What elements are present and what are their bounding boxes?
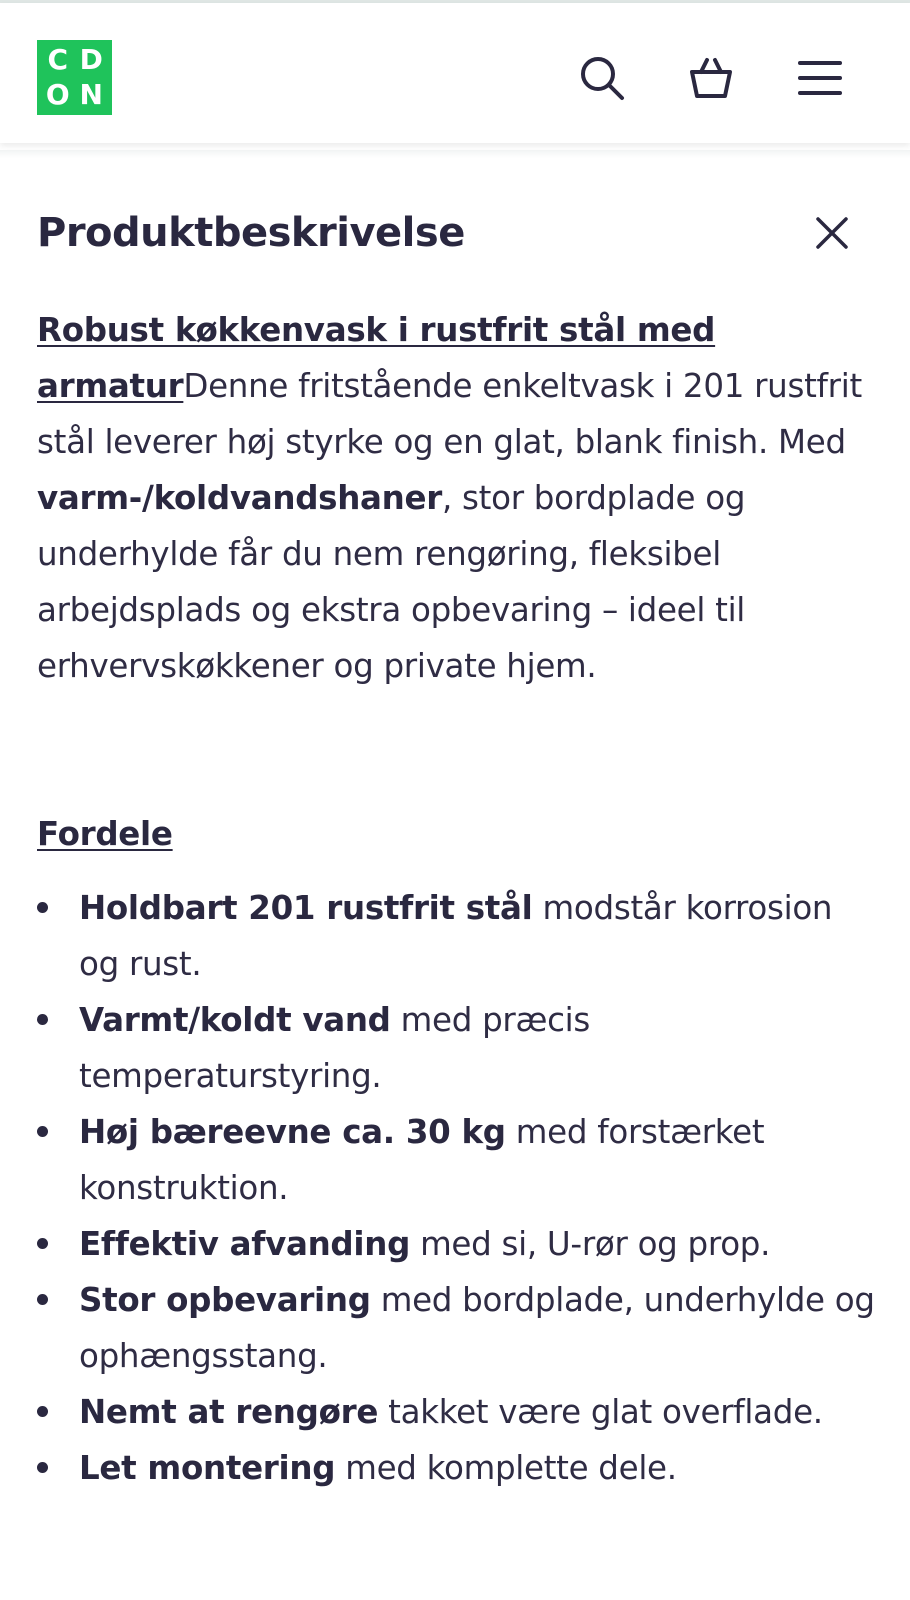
description-bold: varm-/koldvandshaner <box>37 479 442 517</box>
logo-letter-c: C <box>47 43 69 77</box>
benefit-bold: Varmt/koldt vand <box>79 1001 391 1039</box>
menu-button[interactable] <box>792 50 848 106</box>
list-item <box>37 1104 877 1216</box>
list-item <box>37 1272 877 1384</box>
list-item <box>37 992 877 1104</box>
product-description <box>37 302 877 1496</box>
benefits-list <box>37 880 877 1496</box>
description-text-2: , stor bordplade og underhylde får du nem rengøring, fleksibel arbejdsplads og ekstra opbevaring – ideel til erhvervskøkkener og private hjem. <box>37 479 746 685</box>
bullet-icon <box>37 1126 48 1137</box>
benefit-bold: Stor opbevaring <box>79 1281 371 1319</box>
description-heading: Robust køkkenvask i rustfrit stål med armatur <box>37 311 716 405</box>
bullet-icon <box>37 1406 48 1417</box>
benefit-text: med si, U-rør og prop. <box>410 1225 771 1263</box>
header-shadow <box>0 150 910 158</box>
benefit-text: takket være glat overflade. <box>378 1393 823 1431</box>
list-item <box>37 880 877 992</box>
cart-button[interactable] <box>683 50 739 106</box>
site-header <box>0 3 910 143</box>
benefit-text: modstår korrosion og rust. <box>79 889 833 983</box>
list-item <box>37 1440 877 1496</box>
hamburger-menu-icon <box>796 54 844 102</box>
bullet-icon <box>37 1462 48 1473</box>
basket-icon <box>687 54 735 102</box>
benefit-bold: Nemt at rengøre <box>79 1393 379 1431</box>
benefit-bold: Høj bæreevne ca. 30 kg <box>79 1113 506 1151</box>
benefit-text: med præcis temperaturstyring. <box>79 1001 591 1095</box>
logo-letter-n: N <box>79 77 103 111</box>
search-button[interactable] <box>574 50 630 106</box>
bullet-icon <box>37 1238 48 1249</box>
cdon-logo[interactable] <box>37 40 112 115</box>
description-text-1: Denne fritstående enkeltvask i 201 rustfrit stål leverer høj styrke og en glat, blank finish. Med <box>37 367 862 461</box>
benefit-bold: Let montering <box>79 1449 336 1487</box>
close-button[interactable] <box>807 208 857 258</box>
close-icon <box>815 216 849 250</box>
logo-letter-d: D <box>79 43 103 77</box>
list-item <box>37 1384 877 1440</box>
benefit-text: med forstærket konstruktion. <box>79 1113 765 1207</box>
benefit-bold: Effektiv afvanding <box>79 1225 411 1263</box>
search-icon <box>578 54 626 102</box>
bullet-icon <box>37 1014 48 1025</box>
logo-letter-o: O <box>45 77 70 111</box>
benefit-bold: Holdbart 201 rustfrit stål <box>79 889 533 927</box>
benefit-text: med komplette dele. <box>335 1449 677 1487</box>
description-paragraph <box>37 302 877 694</box>
list-item <box>37 1216 877 1272</box>
page-title: Produktbeskrivelse <box>37 210 465 256</box>
bullet-icon <box>37 902 48 913</box>
bullet-icon <box>37 1294 48 1305</box>
benefit-text: med bordplade, underhylde og ophængsstang. <box>79 1281 875 1375</box>
benefits-heading: Fordele <box>37 815 173 853</box>
